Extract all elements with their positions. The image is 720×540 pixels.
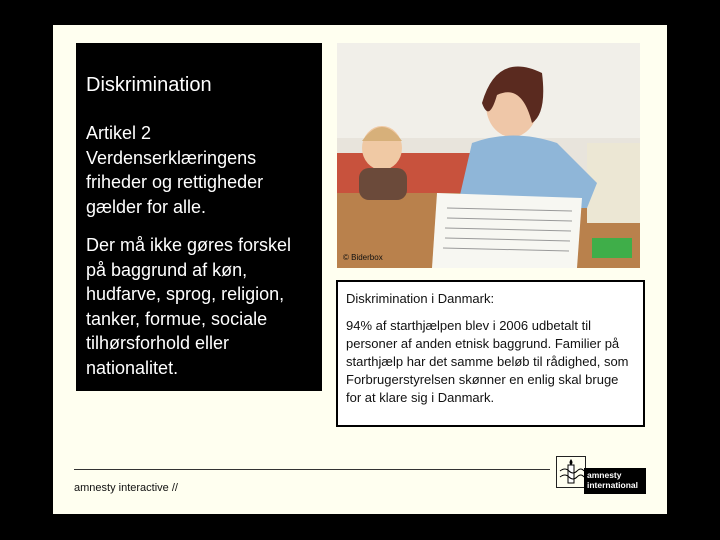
photo-credit: © Biderbox bbox=[343, 253, 383, 262]
article-text: Artikel 2 Verdenserklæringens friheder og rettigheder gælder for alle. bbox=[86, 123, 264, 217]
body-text: Der må ikke gøres forskel på baggrund af køn, hudfarve, sprog, religion, tanker, formue, sociale tilhørsforhold eller nationalitet. bbox=[86, 235, 292, 378]
logo-text bbox=[584, 468, 646, 494]
info-heading: Diskrimination i Danmark: bbox=[346, 291, 495, 306]
footer-divider bbox=[74, 469, 550, 470]
logo-line1: amnesty bbox=[587, 470, 622, 480]
footer-text: amnesty interactive // bbox=[74, 482, 178, 494]
amnesty-logo bbox=[556, 456, 648, 496]
slide-title: Diskrimination bbox=[86, 74, 212, 96]
left-text-panel bbox=[76, 43, 322, 391]
photo bbox=[337, 43, 640, 268]
logo-line2: international bbox=[587, 480, 639, 490]
photo-mother-child-icon bbox=[337, 43, 640, 268]
info-text: 94% af starthjælpen blev i 2006 udbetalt til personer af anden etnisk baggrund. Familier på starthjælp har det samme beløb til rådighed, som Forbrugerstyrelsen skønner en enlig skal bruge for at klare sig i Danmark. bbox=[346, 318, 629, 405]
info-box bbox=[336, 280, 645, 427]
candle-barbed-wire-icon bbox=[556, 456, 586, 488]
